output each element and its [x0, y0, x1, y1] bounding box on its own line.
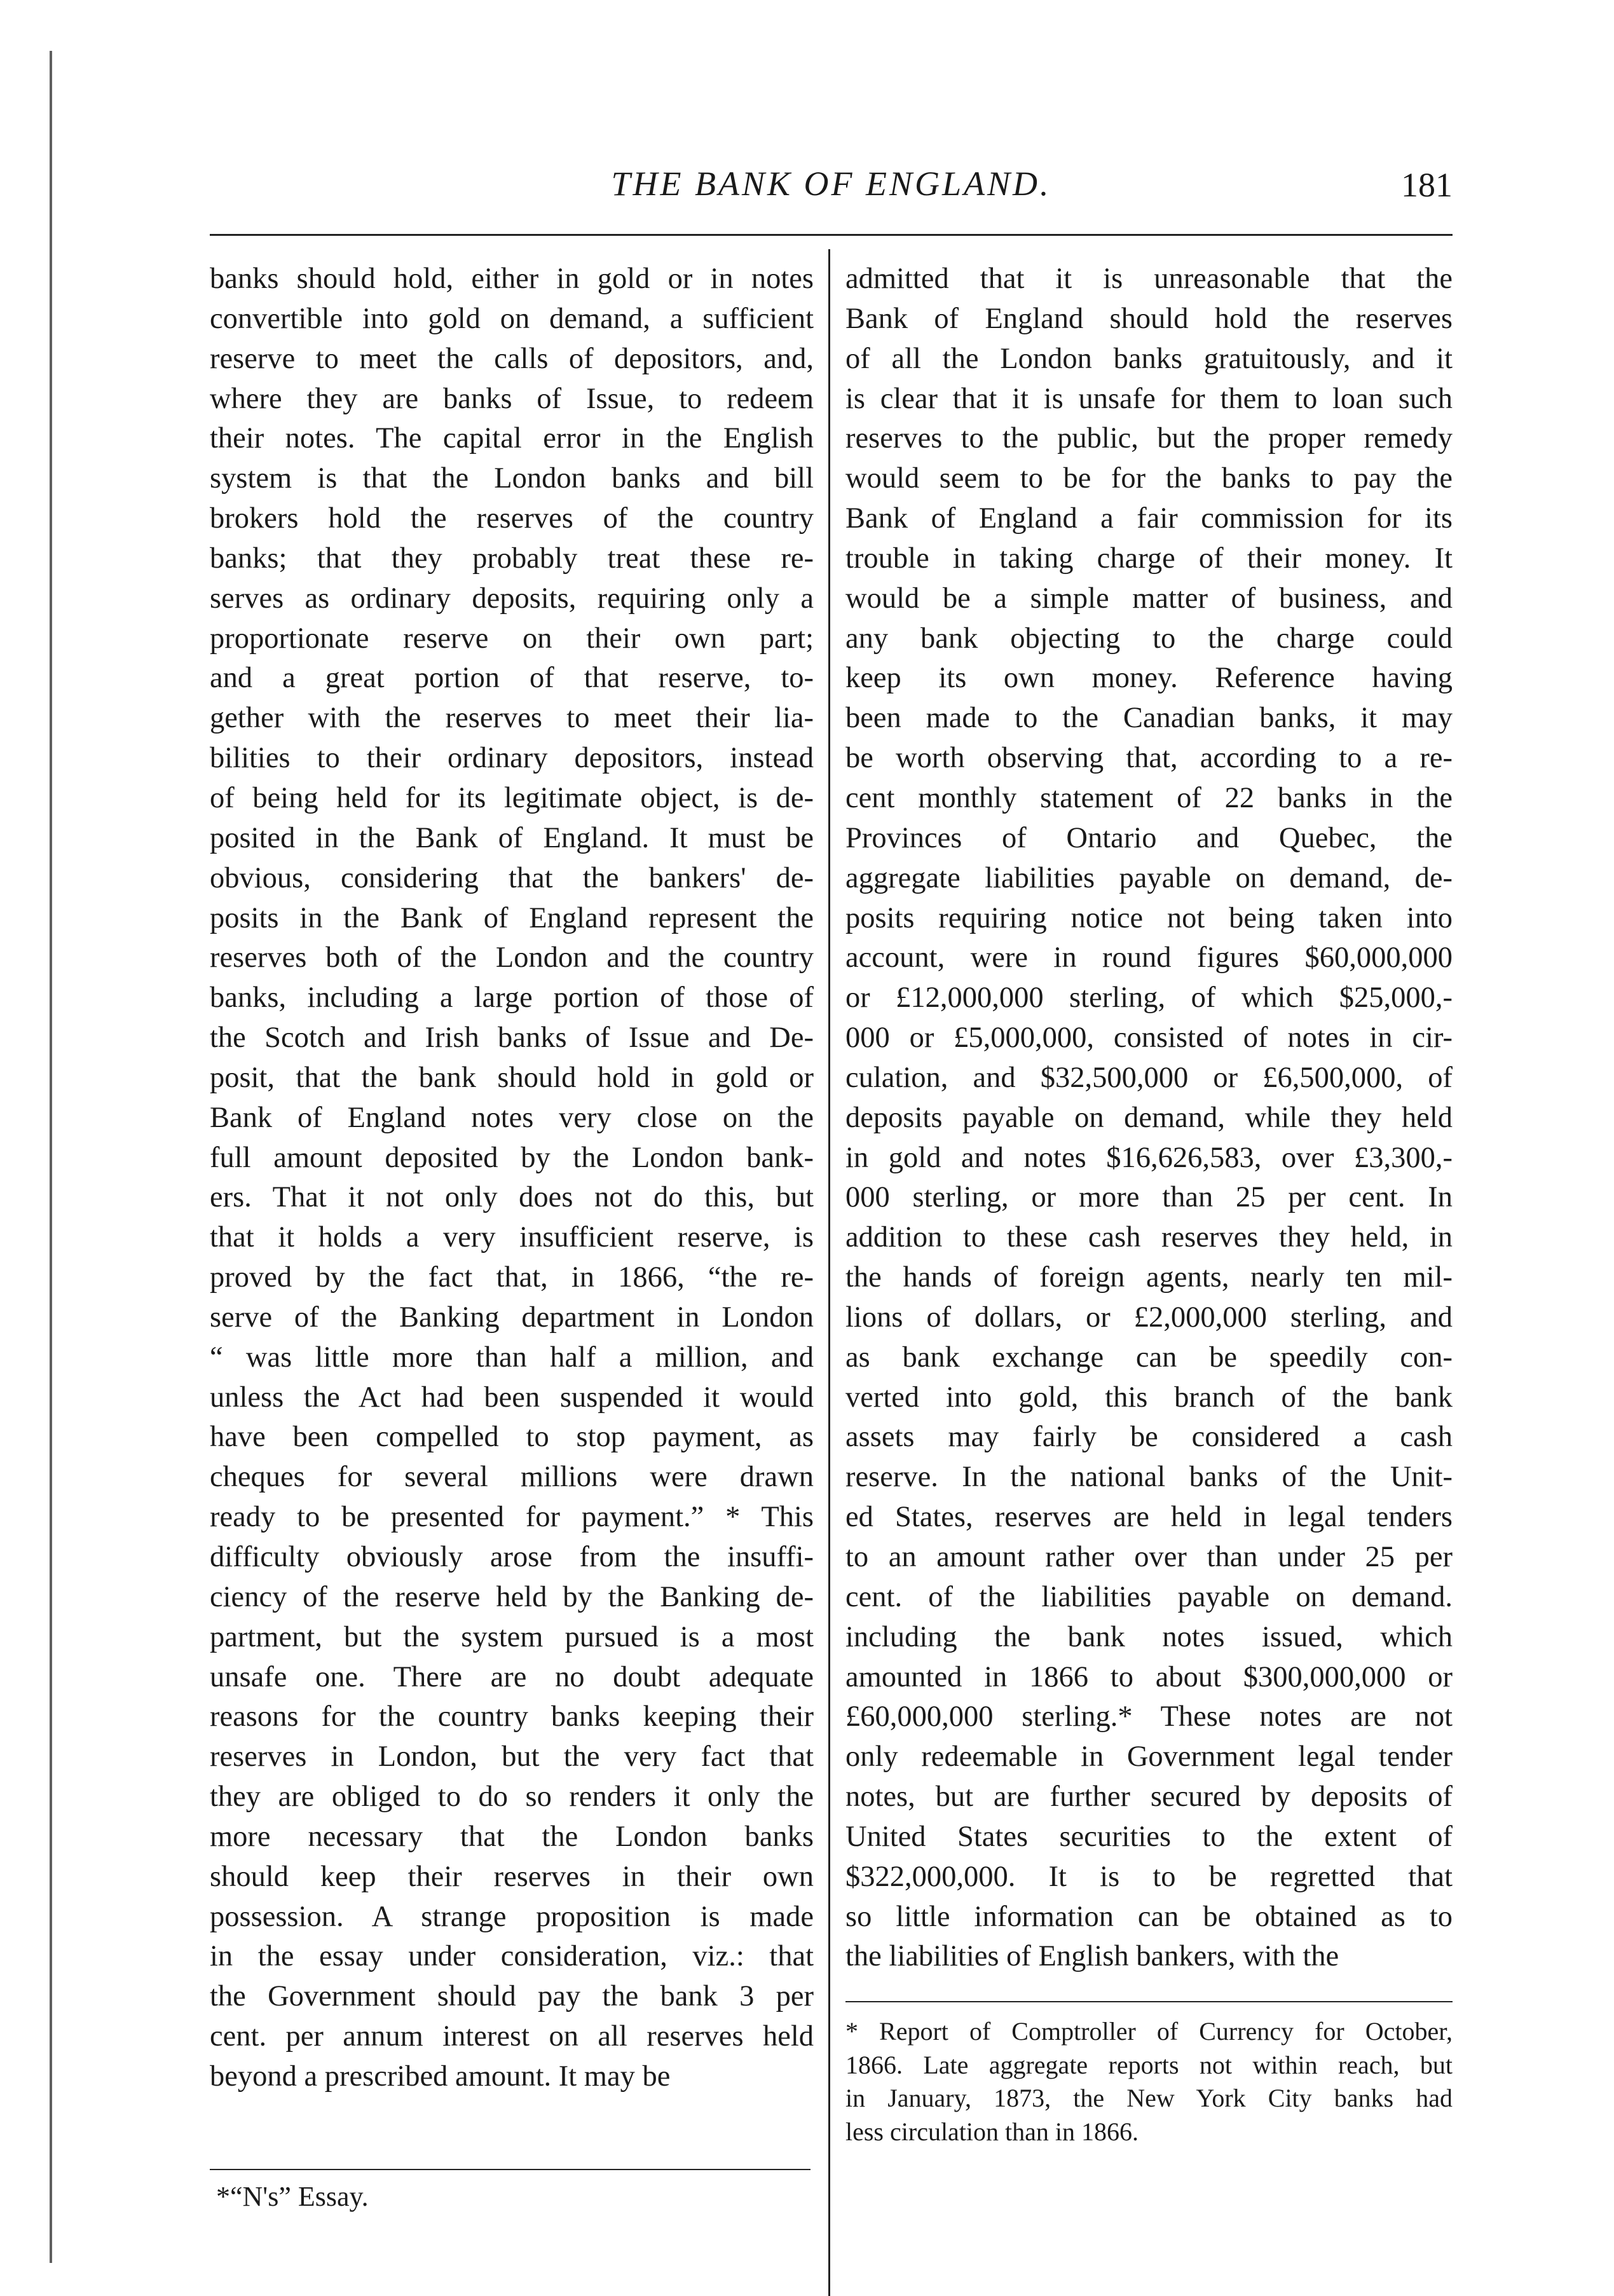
text-line: ers. That it not only does not do this, but [210, 1181, 814, 1214]
footnote-left: *“N's” Essay. [216, 2181, 369, 2212]
text-line: Bank of England a fair commission for its [845, 502, 1453, 535]
text-line: convertible into gold on demand, a sufficient [210, 302, 814, 335]
text-line: 000 or £5,000,000, consisted of notes in cir- [845, 1022, 1453, 1055]
text-line: assets may fairly be considered a cash [845, 1421, 1453, 1454]
text-line: of being held for its legitimate object, is de- [210, 781, 814, 814]
footnote-right [845, 2015, 1453, 2149]
text-line: the hands of foreign agents, nearly ten mil- [845, 1261, 1453, 1294]
running-head [210, 164, 1453, 215]
text-line: Bank of England notes very close on the [210, 1101, 814, 1134]
text-line: system is that the London banks and bill [210, 462, 814, 495]
text-line: Bank of England should hold the reserves [845, 302, 1453, 335]
running-title: THE BANK OF ENGLAND. [611, 165, 1051, 203]
text-line: posits in the Bank of England represent the [210, 901, 814, 934]
text-line: would seem to be for the banks to pay the [845, 462, 1453, 495]
text-line: including the bank notes issued, which [845, 1620, 1453, 1653]
header-rule [210, 234, 1453, 236]
footnote-rule-right [845, 2001, 1453, 2002]
text-line: only redeemable in Government legal tender [845, 1740, 1453, 1773]
text-line: posit, that the bank should hold in gold or [210, 1061, 814, 1094]
text-line: cheques for several millions were drawn [210, 1461, 814, 1494]
text-line: in the essay under consideration, viz.: that [210, 1940, 814, 1973]
text-line: cent monthly statement of 22 banks in the [845, 781, 1453, 814]
footnote-rule-left [210, 2169, 810, 2170]
text-line: less circulation than in 1866. [845, 2117, 1139, 2146]
text-line: the Government should pay the bank 3 per [210, 1980, 814, 2013]
text-line: * Report of Comptroller of Currency for October, [845, 2017, 1453, 2046]
text-line: posited in the Bank of England. It must be [210, 821, 814, 854]
text-line: be worth observing that, according to a re- [845, 742, 1453, 775]
text-line: they are obliged to do so renders it only the [210, 1780, 814, 1814]
text-line: posits requiring notice not being taken into [845, 901, 1453, 934]
text-line: “ was little more than half a million, and [210, 1341, 814, 1374]
text-line: ed States, reserves are held in legal tenders [845, 1501, 1453, 1534]
text-line: beyond a prescribed amount. It may be [210, 2060, 671, 2093]
text-line: serves as ordinary deposits, requiring only a [210, 582, 814, 615]
text-line: $322,000,000. It is to be regretted that [845, 1860, 1453, 1893]
text-line: ciency of the reserve held by the Banking de- [210, 1580, 814, 1613]
text-line: reserve to meet the calls of depositors, and, [210, 342, 814, 375]
text-line: trouble in taking charge of their money. It [845, 542, 1453, 575]
text-line: aggregate liabilities payable on demand, de- [845, 861, 1453, 894]
text-line: where they are banks of Issue, to redeem [210, 382, 814, 415]
text-line: £60,000,000 sterling.* These notes are not [845, 1700, 1453, 1733]
text-line: the liabilities of English bankers, with the [845, 1940, 1339, 1973]
text-line: and a great portion of that reserve, to- [210, 662, 814, 695]
text-line: unsafe one. There are no doubt adequate [210, 1660, 814, 1693]
text-line: cent. of the liabilities payable on demand. [845, 1580, 1453, 1613]
left-column [210, 259, 814, 2097]
text-line: cent. per annum interest on all reserves held [210, 2020, 814, 2053]
text-line: the Scotch and Irish banks of Issue and De- [210, 1022, 814, 1055]
text-line: to an amount rather over than under 25 per [845, 1541, 1453, 1573]
text-line: verted into gold, this branch of the bank [845, 1381, 1453, 1414]
text-line: that it holds a very insufficient reserve, is [210, 1221, 814, 1254]
text-line: 000 sterling, or more than 25 per cent. In [845, 1181, 1453, 1214]
text-line: have been compelled to stop payment, as [210, 1421, 814, 1454]
text-line: gether with the reserves to meet their lia- [210, 702, 814, 735]
text-line: United States securities to the extent of [845, 1820, 1453, 1853]
text-line: in gold and notes $16,626,583, over £3,300,- [845, 1141, 1453, 1174]
text-line: proportionate reserve on their own part; [210, 622, 814, 655]
text-line: ready to be presented for payment.” * This [210, 1501, 814, 1534]
text-line: Provinces of Ontario and Quebec, the [845, 821, 1453, 854]
column-divider [828, 249, 830, 2296]
text-line: of all the London banks gratuitously, and it [845, 342, 1453, 375]
text-line: lions of dollars, or £2,000,000 sterling, and [845, 1301, 1453, 1334]
text-line: or £12,000,000 sterling, of which $25,000,- [845, 981, 1453, 1015]
text-line: as bank exchange can be speedily con- [845, 1341, 1453, 1374]
page-number: 181 [1401, 166, 1453, 204]
text-line: culation, and $32,500,000 or £6,500,000, of [845, 1061, 1453, 1094]
text-line: partment, but the system pursued is a most [210, 1620, 814, 1653]
text-line: admitted that it is unreasonable that the [845, 263, 1453, 295]
text-line: their notes. The capital error in the English [210, 422, 814, 455]
text-line: reserves to the public, but the proper remedy [845, 422, 1453, 455]
text-line: banks should hold, either in gold or in notes [210, 263, 814, 295]
text-line: banks, including a large portion of those of [210, 981, 814, 1015]
right-column [845, 259, 1453, 1977]
text-line: in January, 1873, the New York City banks had [845, 2084, 1453, 2112]
text-line: keep its own money. Reference having [845, 662, 1453, 695]
text-line: reserves in London, but the very fact that [210, 1740, 814, 1773]
text-line: reserves both of the London and the country [210, 941, 814, 974]
text-line: obvious, considering that the bankers' de- [210, 861, 814, 894]
text-line: possession. A strange proposition is made [210, 1900, 814, 1933]
text-line: would be a simple matter of business, and [845, 582, 1453, 615]
binding-edge [44, 51, 60, 2263]
text-line: amounted in 1866 to about $300,000,000 or [845, 1660, 1453, 1693]
text-line: account, were in round figures $60,000,000 [845, 941, 1453, 974]
text-line: proved by the fact that, in 1866, “the re- [210, 1261, 814, 1294]
text-line: any bank objecting to the charge could [845, 622, 1453, 655]
text-line: more necessary that the London banks [210, 1820, 814, 1853]
text-line: so little information can be obtained as to [845, 1900, 1453, 1933]
text-line: should keep their reserves in their own [210, 1860, 814, 1893]
text-line: brokers hold the reserves of the country [210, 502, 814, 535]
text-line: unless the Act had been suspended it would [210, 1381, 814, 1414]
text-line: addition to these cash reserves they held, in [845, 1221, 1453, 1254]
text-line: reasons for the country banks keeping their [210, 1700, 814, 1733]
text-line: bilities to their ordinary depositors, instead [210, 742, 814, 775]
text-line: 1866. Late aggregate reports not within reach, but [845, 2050, 1453, 2079]
text-line: is clear that it is unsafe for them to loan such [845, 382, 1453, 415]
text-line: been made to the Canadian banks, it may [845, 702, 1453, 735]
text-line: notes, but are further secured by deposits of [845, 1780, 1453, 1814]
text-line: difficulty obviously arose from the insuffi- [210, 1541, 814, 1573]
text-line: banks; that they probably treat these re- [210, 542, 814, 575]
text-line: serve of the Banking department in London [210, 1301, 814, 1334]
text-line: deposits payable on demand, while they held [845, 1101, 1453, 1134]
text-line: full amount deposited by the London bank- [210, 1141, 814, 1174]
text-line: reserve. In the national banks of the Unit- [845, 1461, 1453, 1494]
